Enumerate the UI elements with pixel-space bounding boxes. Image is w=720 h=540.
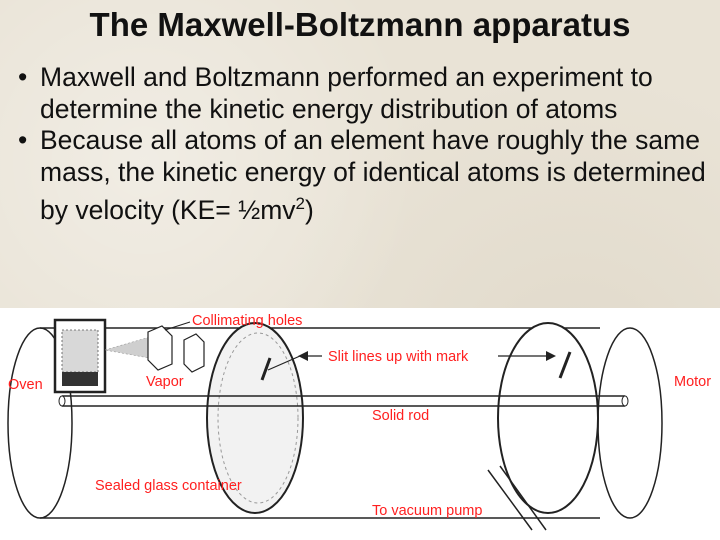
apparatus-diagram <box>0 308 720 540</box>
bullet-list <box>18 62 708 226</box>
label-collimating-holes: Collimating holes <box>192 313 303 329</box>
bullet-text-end: ) <box>304 194 314 225</box>
oven-heater <box>62 372 98 386</box>
bullet-item <box>18 62 708 125</box>
bullet-text: Maxwell and Boltzmann performed an experiment to determine the kinetic energy distribution of atoms <box>40 62 653 124</box>
bullet-text: Because all atoms of an element have roughly the same mass, the kinetic energy of identical atoms is determined by velocity (KE= ½mv <box>40 125 706 225</box>
label-slit: Slit lines up with mark <box>328 349 469 365</box>
label-vapor: Vapor <box>146 374 184 390</box>
rod-end-left <box>59 396 65 406</box>
bullet-glyph: • <box>18 125 28 155</box>
label-solid-rod: Solid rod <box>372 408 430 424</box>
rod-end-right <box>622 396 628 406</box>
collimator-1 <box>148 326 172 370</box>
label-sealed-glass: Sealed glass container <box>95 478 242 494</box>
oven-interior <box>62 330 98 372</box>
superscript-two: 2 <box>295 194 305 213</box>
bullet-item <box>18 125 708 226</box>
bullet-glyph: • <box>18 62 28 92</box>
slide-title: The Maxwell-Boltzmann apparatus <box>89 6 631 43</box>
label-vacuum: To vacuum pump <box>372 503 483 519</box>
label-oven: Oven <box>8 377 43 393</box>
collimator-2 <box>184 334 204 372</box>
label-motor: Motor <box>674 374 712 390</box>
